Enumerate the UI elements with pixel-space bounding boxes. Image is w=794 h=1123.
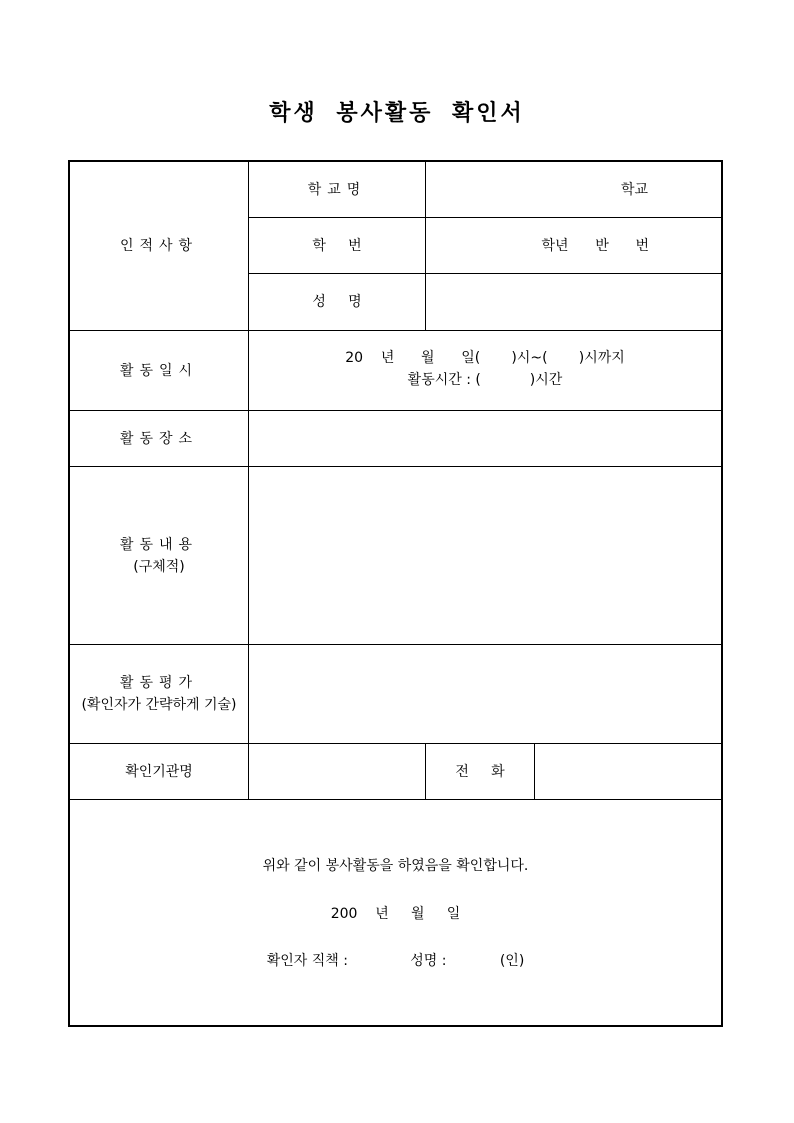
activity-content-label: 활동내용 (구체적) [119,536,199,575]
institution-name-field[interactable] [249,744,425,799]
document-title: 학생 봉사활동 확인서 [269,100,525,126]
institution-name-label: 확인기관명 [125,763,193,780]
signer-line: 확인자 직책 : 성명 : (인) [266,953,525,969]
activity-evaluation-field[interactable] [249,645,721,743]
school-name-label: 학교명 [307,181,367,198]
student-name-field[interactable] [426,274,721,330]
school-name-field[interactable]: 학교 [620,181,648,198]
personal-info-label: 인적사항 [119,238,199,254]
phone-label: 전 화 [455,763,505,780]
activity-datetime-label: 활동일시 [119,362,199,379]
activity-datetime-field[interactable]: 20 년 월 일( )시~( )시까지 활동시간 : ( )시간 [345,349,625,388]
confirmation-date: 200 년 월 일 [330,906,461,922]
student-name-label: 성 명 [312,294,362,310]
confirmation-form [68,160,723,1027]
confirmation-statement: 위와 같이 봉사활동을 하였음을 확인합니다. [262,858,529,874]
divider [70,799,721,800]
activity-content-field[interactable] [249,467,721,644]
activity-place-label: 활동장소 [119,430,199,447]
student-number-field[interactable]: 학년 반 번 [541,237,649,254]
student-number-label: 학 번 [312,237,362,254]
activity-evaluation-label: 활동평가 (확인자가 간략하게 기술) [81,675,237,713]
activity-place-field[interactable] [249,411,721,466]
phone-field[interactable] [535,744,721,799]
